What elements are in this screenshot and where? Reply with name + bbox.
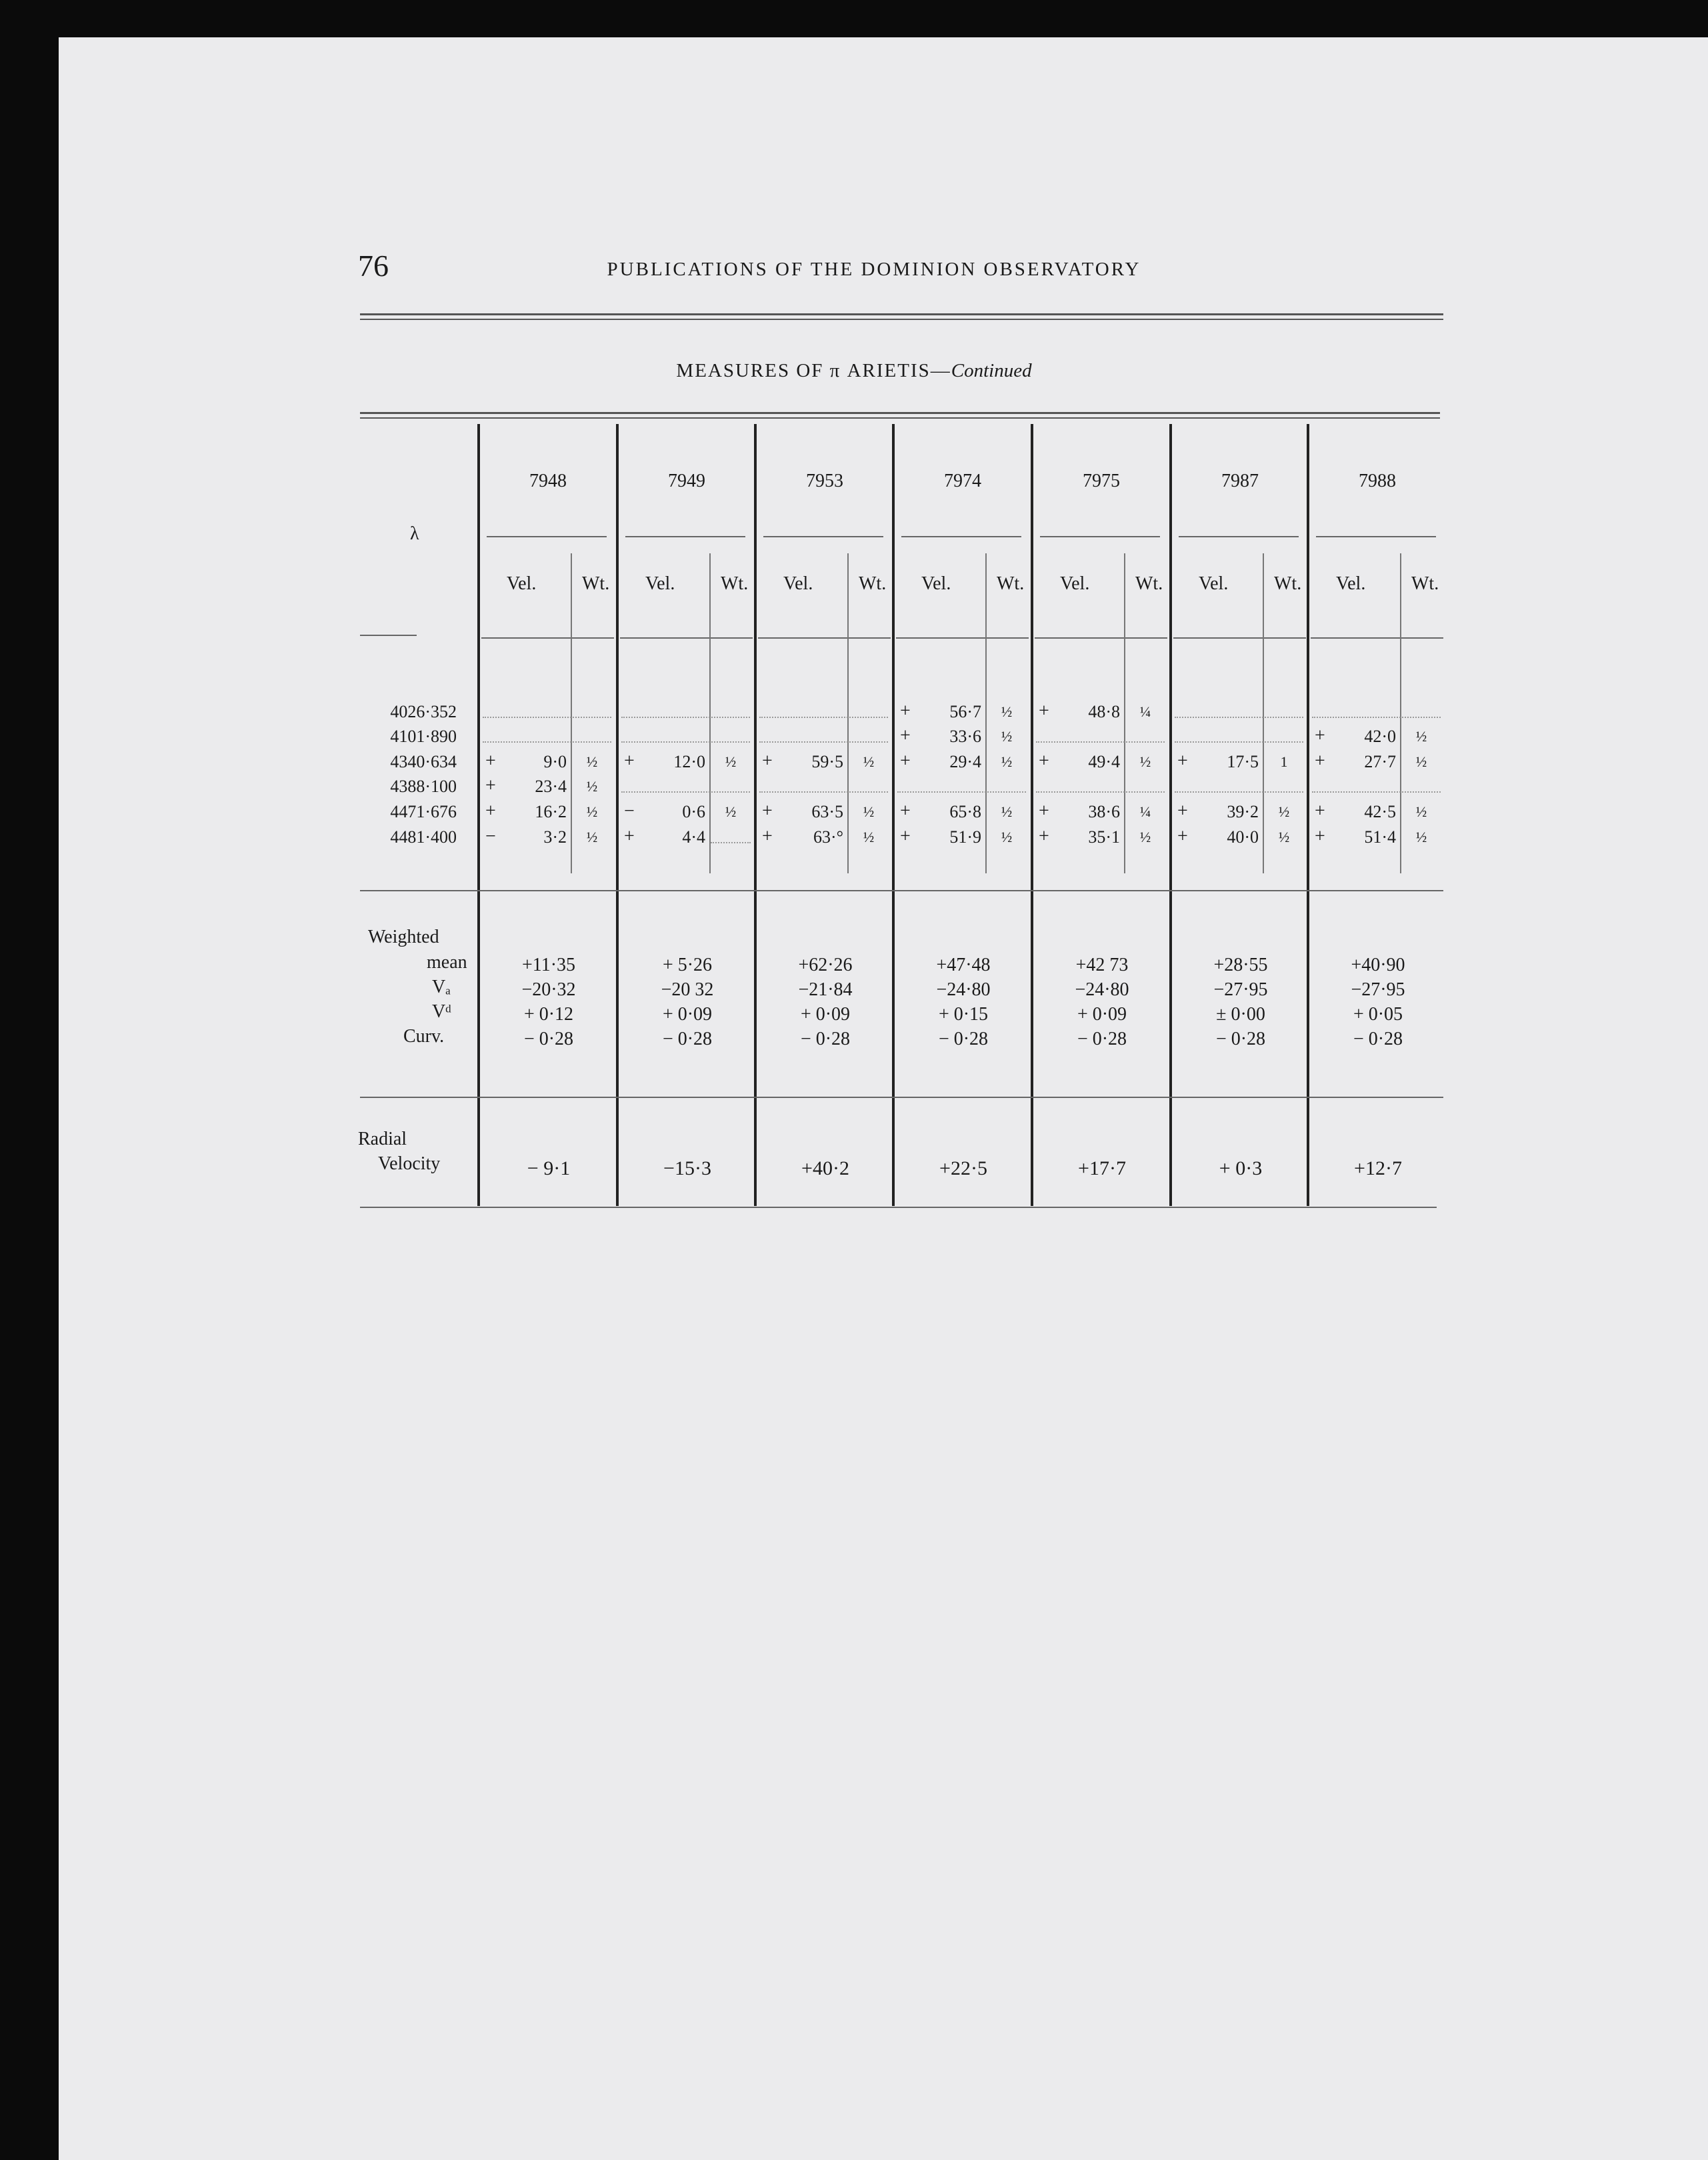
vel-header: Vel. <box>1336 573 1366 594</box>
measure-sign: + <box>485 775 496 796</box>
summary-curv: − 0·28 <box>800 1029 851 1049</box>
measure-sign: + <box>900 701 911 721</box>
measure-sign: + <box>1177 801 1188 821</box>
dot-leader <box>711 842 751 843</box>
measure-sign: + <box>1315 801 1325 821</box>
vel-header: Vel. <box>507 573 537 594</box>
wt-header: Wt. <box>1274 573 1302 594</box>
table-top-rule <box>360 417 1440 419</box>
summary-vd: + 0·09 <box>662 1004 713 1025</box>
lambda-header: λ <box>410 523 419 544</box>
dot-leader <box>1312 717 1441 718</box>
measure-weight: ½ <box>1001 703 1013 720</box>
summary-vd: ± 0·00 <box>1216 1004 1265 1025</box>
summary-label-vd: Vᵈ <box>432 1001 451 1022</box>
measure-velocity: 49·4 <box>1088 752 1120 771</box>
rule <box>1035 637 1167 639</box>
measure-velocity: 63·° <box>813 827 843 847</box>
plate-number: 7975 <box>1083 471 1120 491</box>
summary-mean: +28·55 <box>1213 955 1268 975</box>
rule <box>487 536 607 537</box>
measure-sign: + <box>762 751 773 771</box>
summary-va: −27·95 <box>1213 979 1268 1000</box>
measure-weight: ½ <box>1001 803 1013 820</box>
summary-va: −20 32 <box>661 979 714 1000</box>
measure-velocity: 3·2 <box>543 827 567 847</box>
wavelength: 4471·676 <box>390 802 457 821</box>
measure-sign: + <box>1315 826 1325 847</box>
summary-curv: − 0·28 <box>1353 1029 1403 1049</box>
measure-weight: ½ <box>586 803 598 820</box>
wavelength: 4388·100 <box>390 777 457 796</box>
measure-weight: ½ <box>1278 829 1290 845</box>
scanned-page <box>59 37 1708 2160</box>
radial-label: Radial <box>358 1129 407 1149</box>
summary-vd: + 0·09 <box>1077 1004 1127 1025</box>
summary-label-curv: Curv. <box>403 1026 445 1047</box>
dot-leader <box>483 717 611 718</box>
rule <box>625 536 745 537</box>
measure-sign: + <box>900 826 911 847</box>
measure-weight: ½ <box>725 753 737 770</box>
measure-velocity: 59·5 <box>811 752 843 771</box>
subcolumn-rule <box>1263 553 1264 873</box>
rule <box>758 637 891 639</box>
summary-va: −27·95 <box>1351 979 1405 1000</box>
dot-leader <box>1312 791 1441 793</box>
measure-velocity: 29·4 <box>949 752 981 771</box>
plate-number: 7974 <box>944 471 981 491</box>
plate-number: 7987 <box>1221 471 1259 491</box>
measure-weight: 1 <box>1280 753 1288 770</box>
measure-sign: + <box>900 725 911 746</box>
plate-number: 7948 <box>529 471 567 491</box>
radial-velocity: −15·3 <box>663 1157 711 1179</box>
summary-mean: +42 73 <box>1075 955 1129 975</box>
rule <box>1040 536 1160 537</box>
rule <box>1316 536 1436 537</box>
vel-header: Vel. <box>921 573 951 594</box>
measure-velocity: 33·6 <box>949 727 981 746</box>
column-rule <box>616 424 619 1206</box>
measure-velocity: 40·0 <box>1227 827 1259 847</box>
measure-sign: + <box>1039 751 1049 771</box>
subcolumn-rule <box>571 553 572 873</box>
measure-sign: + <box>1039 826 1049 847</box>
measure-velocity: 35·1 <box>1088 827 1120 847</box>
subcolumn-rule <box>1124 553 1125 873</box>
measure-weight: ½ <box>586 753 598 770</box>
wt-header: Wt. <box>721 573 749 594</box>
summary-label-va: Vₐ <box>432 977 451 997</box>
radial-velocity: + 0·3 <box>1219 1157 1263 1179</box>
dot-leader <box>897 791 1026 793</box>
table-title <box>0 360 1708 382</box>
measure-sign: + <box>624 826 635 847</box>
rule <box>763 536 883 537</box>
wt-header: Wt. <box>1411 573 1439 594</box>
summary-curv: − 0·28 <box>938 1029 989 1049</box>
summary-mean: +11·35 <box>521 955 576 975</box>
measure-sign: + <box>1177 751 1188 771</box>
radial-velocity: +22·5 <box>939 1157 987 1179</box>
plate-number: 7988 <box>1359 471 1396 491</box>
measure-sign: + <box>900 801 911 821</box>
rule <box>360 635 417 636</box>
measure-sign: + <box>762 826 773 847</box>
subcolumn-rule <box>985 553 987 873</box>
measure-velocity: 17·5 <box>1227 752 1259 771</box>
summary-va: −21·84 <box>798 979 853 1000</box>
measure-weight: ½ <box>1415 753 1427 770</box>
summary-label-mean: mean <box>427 952 467 973</box>
measure-velocity: 56·7 <box>949 702 981 721</box>
subcolumn-rule <box>847 553 849 873</box>
measure-velocity: 38·6 <box>1088 802 1120 821</box>
column-rule <box>1031 424 1033 1206</box>
measure-sign: + <box>1315 751 1325 771</box>
radial-velocity: +17·7 <box>1078 1157 1126 1179</box>
measure-sign: − <box>485 826 496 847</box>
rule <box>360 1207 1437 1208</box>
measure-weight: ½ <box>1139 829 1151 845</box>
wt-header: Wt. <box>582 573 610 594</box>
measure-sign: + <box>1039 801 1049 821</box>
summary-mean: +47·48 <box>936 955 991 975</box>
radial-velocity: − 9·1 <box>527 1157 571 1179</box>
summary-curv: − 0·28 <box>523 1029 574 1049</box>
summary-vd: + 0·09 <box>800 1004 851 1025</box>
summary-vd: + 0·12 <box>523 1004 574 1025</box>
dot-leader <box>1036 741 1165 743</box>
wavelength: 4340·634 <box>390 752 457 771</box>
summary-curv: − 0·28 <box>662 1029 713 1049</box>
measure-weight: ½ <box>1139 753 1151 770</box>
rule <box>1311 637 1443 639</box>
rule <box>620 637 753 639</box>
vel-header: Vel. <box>1060 573 1090 594</box>
column-rule <box>1169 424 1172 1206</box>
radial-velocity: +12·7 <box>1354 1157 1402 1179</box>
summary-curv: − 0·28 <box>1077 1029 1127 1049</box>
column-rule <box>892 424 895 1206</box>
measure-weight: ½ <box>863 829 875 845</box>
header-rule <box>360 319 1443 320</box>
measure-velocity: 42·0 <box>1364 727 1396 746</box>
wt-header: Wt. <box>1135 573 1163 594</box>
measure-sign: + <box>624 751 635 771</box>
summary-mean: +40·90 <box>1351 955 1405 975</box>
rule <box>901 536 1021 537</box>
plate-number: 7953 <box>806 471 843 491</box>
table-title-continued: Continued <box>951 360 1032 381</box>
measure-weight: ½ <box>725 803 737 820</box>
measure-sign: + <box>1177 826 1188 847</box>
measure-velocity: 51·4 <box>1364 827 1396 847</box>
rule <box>1173 637 1306 639</box>
vel-header: Vel. <box>1199 573 1229 594</box>
measure-velocity: 12·0 <box>673 752 705 771</box>
measure-weight: ½ <box>586 778 598 795</box>
measure-weight: ½ <box>863 753 875 770</box>
wavelength: 4026·352 <box>390 702 457 721</box>
rule <box>360 890 1443 891</box>
page-number: 76 <box>358 249 389 283</box>
wavelength: 4481·400 <box>390 827 457 847</box>
measure-velocity: 48·8 <box>1088 702 1120 721</box>
dot-leader <box>483 741 611 743</box>
measure-velocity: 39·2 <box>1227 802 1259 821</box>
measure-sign: + <box>762 801 773 821</box>
column-rule <box>1307 424 1309 1206</box>
measure-weight: ½ <box>1001 753 1013 770</box>
measure-sign: + <box>485 751 496 771</box>
measure-weight: ½ <box>1415 829 1427 845</box>
measure-velocity: 65·8 <box>949 802 981 821</box>
measure-weight: ¼ <box>1139 703 1151 720</box>
running-header: PUBLICATIONS OF THE DOMINION OBSERVATORY <box>607 259 1141 280</box>
plate-number: 7949 <box>668 471 705 491</box>
column-rule <box>754 424 757 1206</box>
summary-mean: +62·26 <box>798 955 853 975</box>
measure-sign: + <box>900 751 911 771</box>
measure-weight: ½ <box>1415 803 1427 820</box>
column-rule <box>477 424 480 1206</box>
velocity-label: Velocity <box>378 1153 441 1174</box>
measure-velocity: 23·4 <box>535 777 567 796</box>
dot-leader <box>1175 717 1303 718</box>
measure-velocity: 42·5 <box>1364 802 1396 821</box>
measure-velocity: 63·5 <box>811 802 843 821</box>
dot-leader <box>621 791 750 793</box>
summary-vd: + 0·15 <box>938 1004 989 1025</box>
wt-header: Wt. <box>859 573 887 594</box>
measure-velocity: 4·4 <box>682 827 705 847</box>
dot-leader <box>621 717 750 718</box>
table-title-main: MEASURES OF π ARIETIS— <box>676 360 951 381</box>
dot-leader <box>621 741 750 743</box>
measure-weight: ½ <box>1001 829 1013 845</box>
summary-curv: − 0·28 <box>1215 1029 1266 1049</box>
summary-va: −24·80 <box>1075 979 1129 1000</box>
measure-sign: + <box>485 801 496 821</box>
measure-weight: ½ <box>1001 728 1013 745</box>
measure-velocity: 51·9 <box>949 827 981 847</box>
dot-leader <box>759 791 888 793</box>
measure-weight: ½ <box>586 829 598 845</box>
table-top-rule <box>360 412 1440 414</box>
measure-weight: ½ <box>1278 803 1290 820</box>
dot-leader <box>1036 791 1165 793</box>
measure-weight: ½ <box>1415 728 1427 745</box>
measure-sign: + <box>1315 725 1325 746</box>
measure-sign: + <box>1039 701 1049 721</box>
wt-header: Wt. <box>997 573 1025 594</box>
summary-label-weighted: Weighted <box>368 927 439 947</box>
vel-header: Vel. <box>645 573 675 594</box>
measure-velocity: 16·2 <box>535 802 567 821</box>
subcolumn-rule <box>1400 553 1401 873</box>
measure-weight: ½ <box>863 803 875 820</box>
measure-weight: ¼ <box>1139 803 1151 820</box>
summary-va: −24·80 <box>936 979 991 1000</box>
radial-velocity: +40·2 <box>801 1157 849 1179</box>
header-rule <box>360 313 1443 315</box>
dot-leader <box>1175 791 1303 793</box>
measure-sign: − <box>624 801 635 821</box>
dot-leader <box>1175 741 1303 743</box>
measure-velocity: 9·0 <box>543 752 567 771</box>
subcolumn-rule <box>709 553 711 873</box>
rule <box>360 1097 1443 1098</box>
summary-va: −20·32 <box>521 979 576 1000</box>
measure-velocity: 27·7 <box>1364 752 1396 771</box>
rule <box>896 637 1029 639</box>
measure-velocity: 0·6 <box>682 802 705 821</box>
summary-vd: + 0·05 <box>1353 1004 1403 1025</box>
summary-mean: + 5·26 <box>662 955 713 975</box>
vel-header: Vel. <box>783 573 813 594</box>
dot-leader <box>759 741 888 743</box>
dot-leader <box>759 717 888 718</box>
rule <box>1179 536 1299 537</box>
wavelength: 4101·890 <box>390 727 457 746</box>
rule <box>481 637 614 639</box>
